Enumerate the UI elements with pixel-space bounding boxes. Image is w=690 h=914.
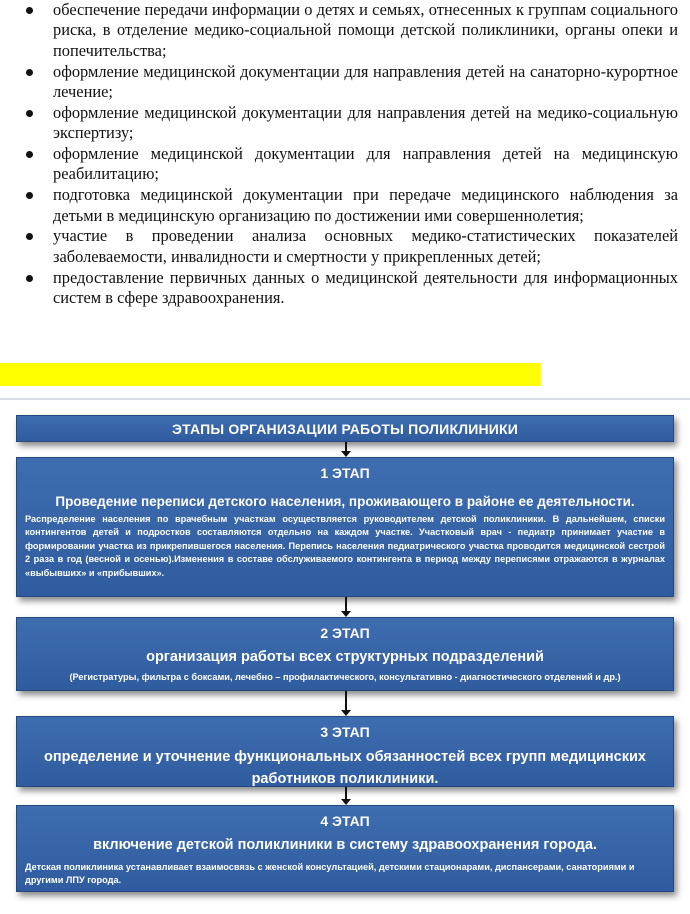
flowchart-title: ЭТАПЫ ОРГАНИЗАЦИИ РАБОТЫ ПОЛИКЛИНИКИ [171,421,519,437]
bullet-icon [26,233,33,240]
bullet-icon [26,7,33,14]
bullet-icon [26,110,33,117]
list-item-text: предоставление первичных данных о медицинской деятельности для информационных систем в сфере здравоохранения. [53,267,678,308]
list-item-text: участие в проведении анализа основных медико-статистических показателей заболеваемости, инвалидности и смертности у прикрепленных детей; [53,226,678,266]
down-arrow-icon [341,442,351,457]
stage-label: 3 ЭТАП [320,724,370,740]
list-item-text: подготовка медицинской документации при передаче медицинского наблюдения за детьми в медицинскую организацию по достижении ими совершеннолетия; [53,185,678,225]
list-item [26,185,678,226]
stage-label: 1 ЭТАП [320,465,370,481]
list-item [26,268,678,309]
stage-2-box [16,617,674,691]
stage-3-box [16,716,674,787]
list-item-text: оформление медицинской документации для направления детей на медицинскую реабилитацию; [53,144,678,184]
stage-heading: организация работы всех структурных подразделений [146,649,544,665]
list-item [26,62,678,103]
stage-description: Детская поликлиника устанавливает взаимосвязь с женской консультацией, детскими стационарами, диспансерами, санаториями и другими ЛПУ города. [25,862,635,886]
bullet-list-section [0,0,690,309]
bullet-icon [26,151,33,158]
stage-1-box [16,457,674,597]
bullet-icon [26,275,33,282]
stage-heading: определение и уточнение функциональных обязанностей всех групп медицинских работников поликлиники. [44,749,646,787]
bullet-list [26,0,678,308]
stage-4-box [16,805,674,892]
list-item-text: оформление медицинской документации для направления детей на санаторно-курортное лечение; [53,61,678,102]
down-arrow-icon [341,691,351,716]
stage-description: (Регистратуры, фильтра с боксами, лечебно – профилактического, консультативно - диагностического отделений и др.) [69,672,621,682]
down-arrow-icon [341,787,351,805]
stage-label: 2 ЭТАП [320,625,370,641]
list-item [26,226,678,267]
list-item [26,144,678,185]
stage-label: 4 ЭТАП [320,813,370,829]
stage-heading: включение детской поликлиники в систему здравоохранения города. [93,837,597,853]
flowchart-title-box [16,415,674,442]
yellow-highlight-bar [0,363,541,386]
down-arrow-icon [341,597,351,617]
stage-heading: Проведение переписи детского населения, проживающего в районе ее деятельности. [55,494,635,509]
bullet-icon [26,69,33,76]
list-item [26,103,678,144]
list-item-text: оформление медицинской документации для направления детей на медико-социальную экспертизу; [53,102,678,143]
bullet-icon [26,192,33,199]
stages-flowchart [0,400,690,914]
stage-description: Распределение населения по врачебным участкам осуществляется руководителем детской поликлиники. В дальнейшем, списки контингентов детей и подростков составляются отдельно на каждом участке. Участковый врач - педиатр принимает участие в формировании участка из прикрепившегося населения. Перепись населения педиатрического участка проводится медицинской сестрой 2 раза в год (весной и осенью).Изменения в составе обслуживаемого контингента в период между переписями отражаются в журналах «выбывших» и «прибывших». [25,514,665,578]
list-item-text: обеспечение передачи информации о детях и семьях, отнесенных к группам социального риска, в отделение медико-социальной помощи детской поликлиники, органы опеки и попечительства; [53,0,678,60]
list-item [26,0,678,61]
